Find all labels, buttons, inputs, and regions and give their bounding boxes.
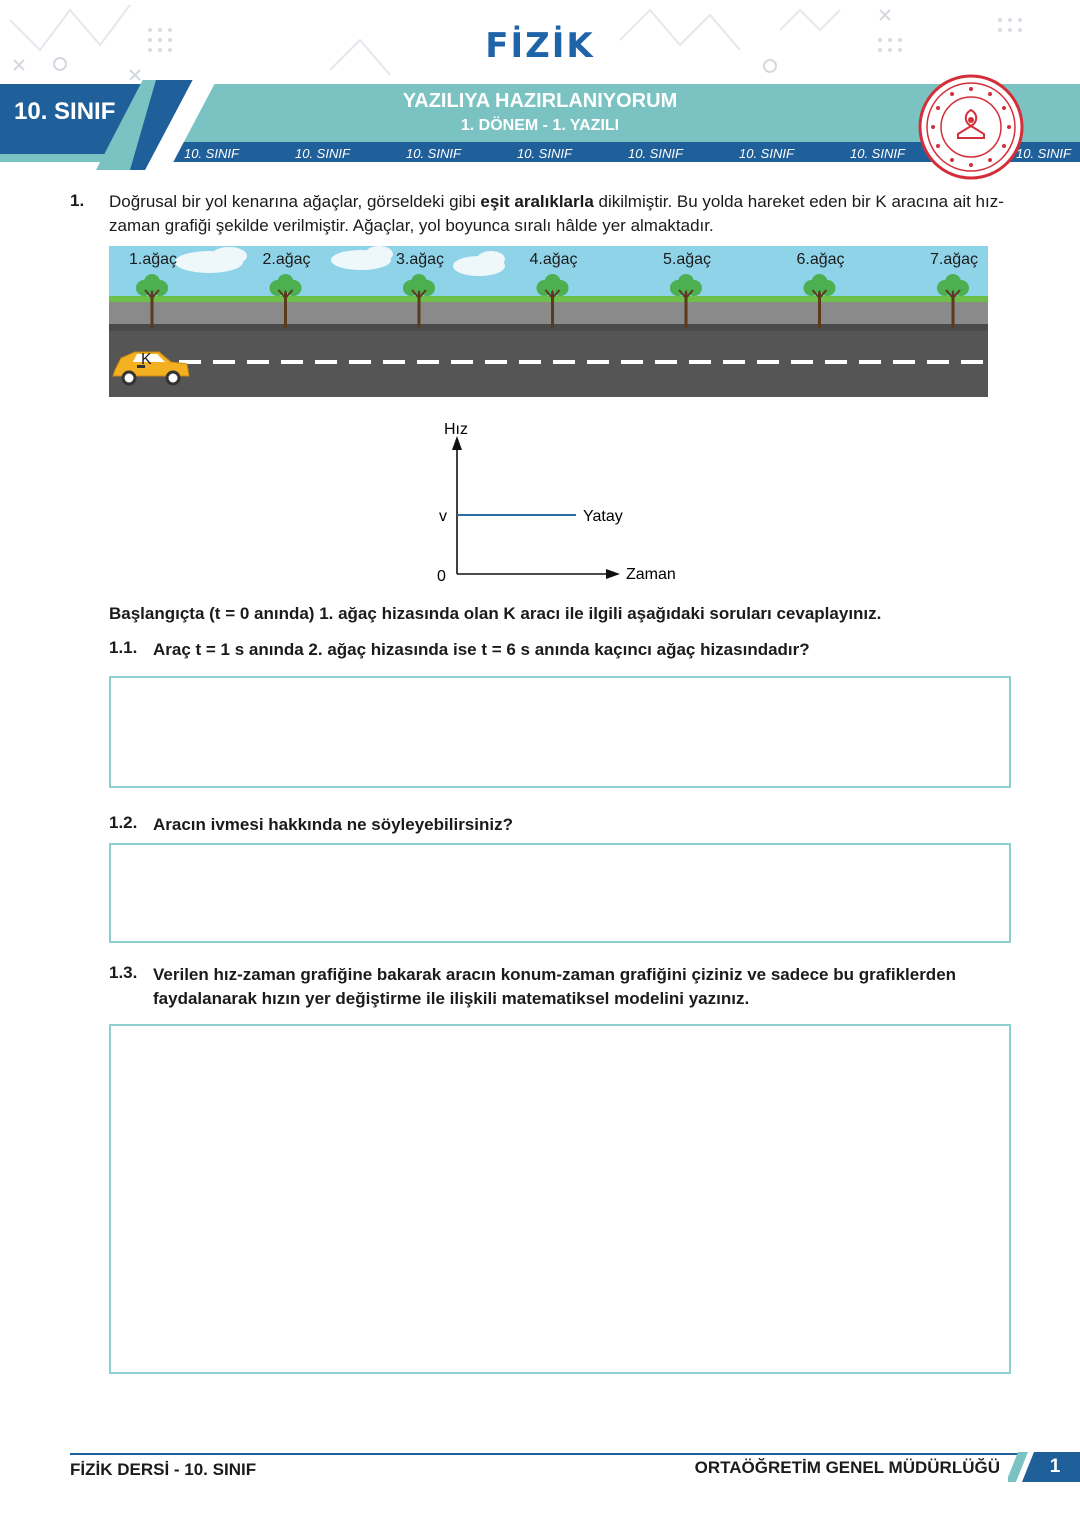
y-axis-label: Hız <box>444 421 468 438</box>
answer-box-1-3[interactable] <box>109 1024 1011 1374</box>
footer-course: FİZİK DERSİ - 10. SINIF <box>70 1460 257 1479</box>
tree-label: 7.ağaç <box>930 251 979 268</box>
origin-label: 0 <box>437 568 446 585</box>
question-number: 1. <box>70 191 85 210</box>
line-label: Yatay <box>583 508 623 525</box>
question-text: Doğrusal bir yol kenarına ağaçlar, görseldeki gibi eşit aralıklarla dikilmiştir. Bu yolda hareket eden bir K aracına ait hız-zaman grafiği şekilde verilmiştir. Ağaçlar, yol boyunca sıralı hâlde yer almaktadır. <box>109 192 1004 235</box>
sub-question-1-1: 1.1. Araç t = 1 s anında 2. ağaç hizasında ise t = 6 s anında kaçıncı ağaç hizasındadır? <box>109 638 810 659</box>
tree-label: 5.ağaç <box>663 251 712 268</box>
strip-label: 10. SINIF <box>295 146 350 161</box>
answer-box-1-1[interactable] <box>109 676 1011 788</box>
ministry-seal-icon <box>918 74 1024 180</box>
strip-label: 10. SINIF <box>406 146 461 161</box>
tree-label: 1.ağaç <box>129 251 178 268</box>
instruction-text: Başlangıçta (t = 0 anında) 1. ağaç hizasında olan K aracı ile ilgili aşağıdaki soruları cevaplayınız. <box>109 604 882 623</box>
answer-box-1-2[interactable] <box>109 843 1011 943</box>
tree-label: 3.ağaç <box>396 251 445 268</box>
subject-title: FİZİK <box>485 26 595 66</box>
sub-question-1-3: 1.3. Verilen hız-zaman grafiğine bakarak aracın konum-zaman grafiğini çiziniz ve sadece bu grafiklerden faydalanarak hızın yer değiştirme ile ilişkili matematiksel modelini yazınız. <box>109 963 957 1008</box>
footer-directorate: ORTAÖĞRETİM GENEL MÜDÜRLÜĞÜ <box>694 1458 1000 1477</box>
velocity-time-graph <box>420 412 720 592</box>
strip-label: 10. SINIF <box>628 146 683 161</box>
strip-label: 10. SINIF <box>739 146 794 161</box>
strip-label: 10. SINIF <box>184 146 239 161</box>
strip-label: 10. SINIF <box>517 146 572 161</box>
tree-label: 2.ağaç <box>262 251 311 268</box>
road-illustration <box>109 246 988 397</box>
strip-label: 10. SINIF <box>850 146 905 161</box>
strip-label: 10. SINIF <box>1016 146 1071 161</box>
exam-subtitle: 1. DÖNEM - 1. YAZILI <box>460 117 620 134</box>
x-axis-label: Zaman <box>626 566 676 583</box>
page-number: 1 <box>1049 1456 1061 1477</box>
sub-question-1-2: 1.2. Aracın ivmesi hakkında ne söyleyebilirsiniz? <box>109 813 513 834</box>
tree-label: 4.ağaç <box>529 251 578 268</box>
v-label: v <box>439 508 447 525</box>
car-label: K <box>141 351 152 368</box>
tree-label: 6.ağaç <box>796 251 845 268</box>
footer-divider <box>70 1453 1020 1455</box>
exam-title: YAZILIYA HAZIRLANIYORUM <box>402 90 678 112</box>
grade-label: 10. SINIF <box>14 98 116 125</box>
